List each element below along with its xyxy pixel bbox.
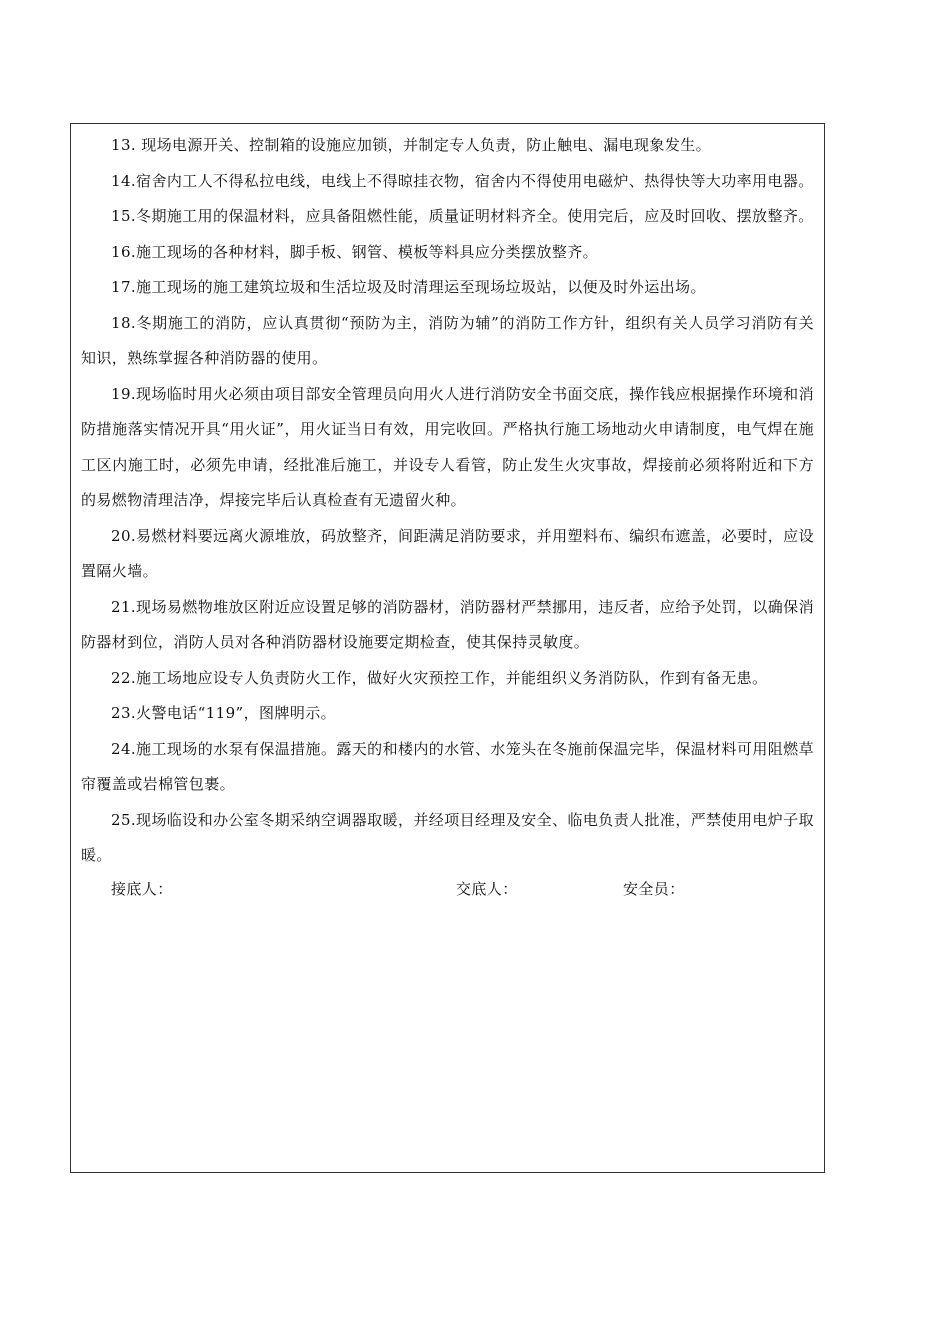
list-item: 16.施工现场的各种材料，脚手板、钢管、模板等料具应分类摆放整齐。 [111, 242, 599, 261]
list-item: 24.施工现场的水泵有保温措施。露天的和楼内的水管、水笼头在冬施前保温完毕，保温材料可用阻燃草帘覆盖或岩棉管包裹。 [81, 739, 814, 793]
list-item: 22.施工场地应设专人负责防火工作，做好火灾预控工作，并能组织义务消防队，作到有备无患。 [111, 668, 768, 687]
discloser-label: 交底人： [456, 879, 518, 898]
list-item: 21.现场易燃物堆放区附近应设置足够的消防器材，消防器材严禁挪用，违反者，应给予处罚，以确保消防器材到位，消防人员对各种消防器材设施要定期检查，使其保持灵敏度。 [81, 597, 814, 651]
list-item: 23.火警电话“119”，图牌明示。 [111, 704, 337, 722]
document-frame [70, 123, 825, 1173]
list-item: 20.易燃材料要远离火源堆放，码放整齐，间距满足消防要求，并用塑料布、编织布遮盖，必要时，应设置隔火墙。 [81, 526, 814, 580]
list-item: 15.冬期施工用的保温材料，应具备阻燃性能，质量证明材料齐全。使用完后，应及时回收、摆放整齐。 [111, 207, 814, 225]
signature-row [81, 872, 814, 908]
list-item: 25.现场临设和办公室冬期采纳空调器取暖，并经项目经理及安全、临电负责人批准，严禁使用电炉子取暖。 [81, 810, 814, 864]
list-item: 17.施工现场的施工建筑垃圾和生活垃圾及时清理运至现场垃圾站，以便及时外运出场。 [111, 278, 706, 296]
document-content [81, 128, 814, 908]
list-item: 13. 现场电源开关、控制箱的设施应加锁，并制定专人负责，防止触电、漏电现象发生。 [111, 136, 712, 154]
safety-officer-label: 安全员： [623, 879, 685, 898]
receiver-label: 接底人： [111, 879, 173, 898]
list-item: 14.宿舍内工人不得私拉电线，电线上不得晾挂衣物，宿舍内不得使用电磁炉、热得快等大功率用电器。 [111, 171, 814, 190]
list-item: 18.冬期施工的消防，应认真贯彻“预防为主，消防为辅”的消防工作方针，组织有关人员学习消防有关知识，熟练掌握各种消防器的使用。 [81, 313, 814, 367]
list-item: 19.现场临时用火必须由项目部安全管理员向用火人进行消防安全书面交底，操作钱应根据操作环境和消防措施落实情况开具“用火证”，用火证当日有效，用完收回。严格执行施工场地动火申请制度，电气焊在施工区内施工时，必须先申请，经批准后施工，并设专人看管，防止发生火灾事故，焊接前必须将附近和下方的易燃物清理洁净，焊接完毕后认真检查有无遗留火种。 [81, 384, 814, 509]
